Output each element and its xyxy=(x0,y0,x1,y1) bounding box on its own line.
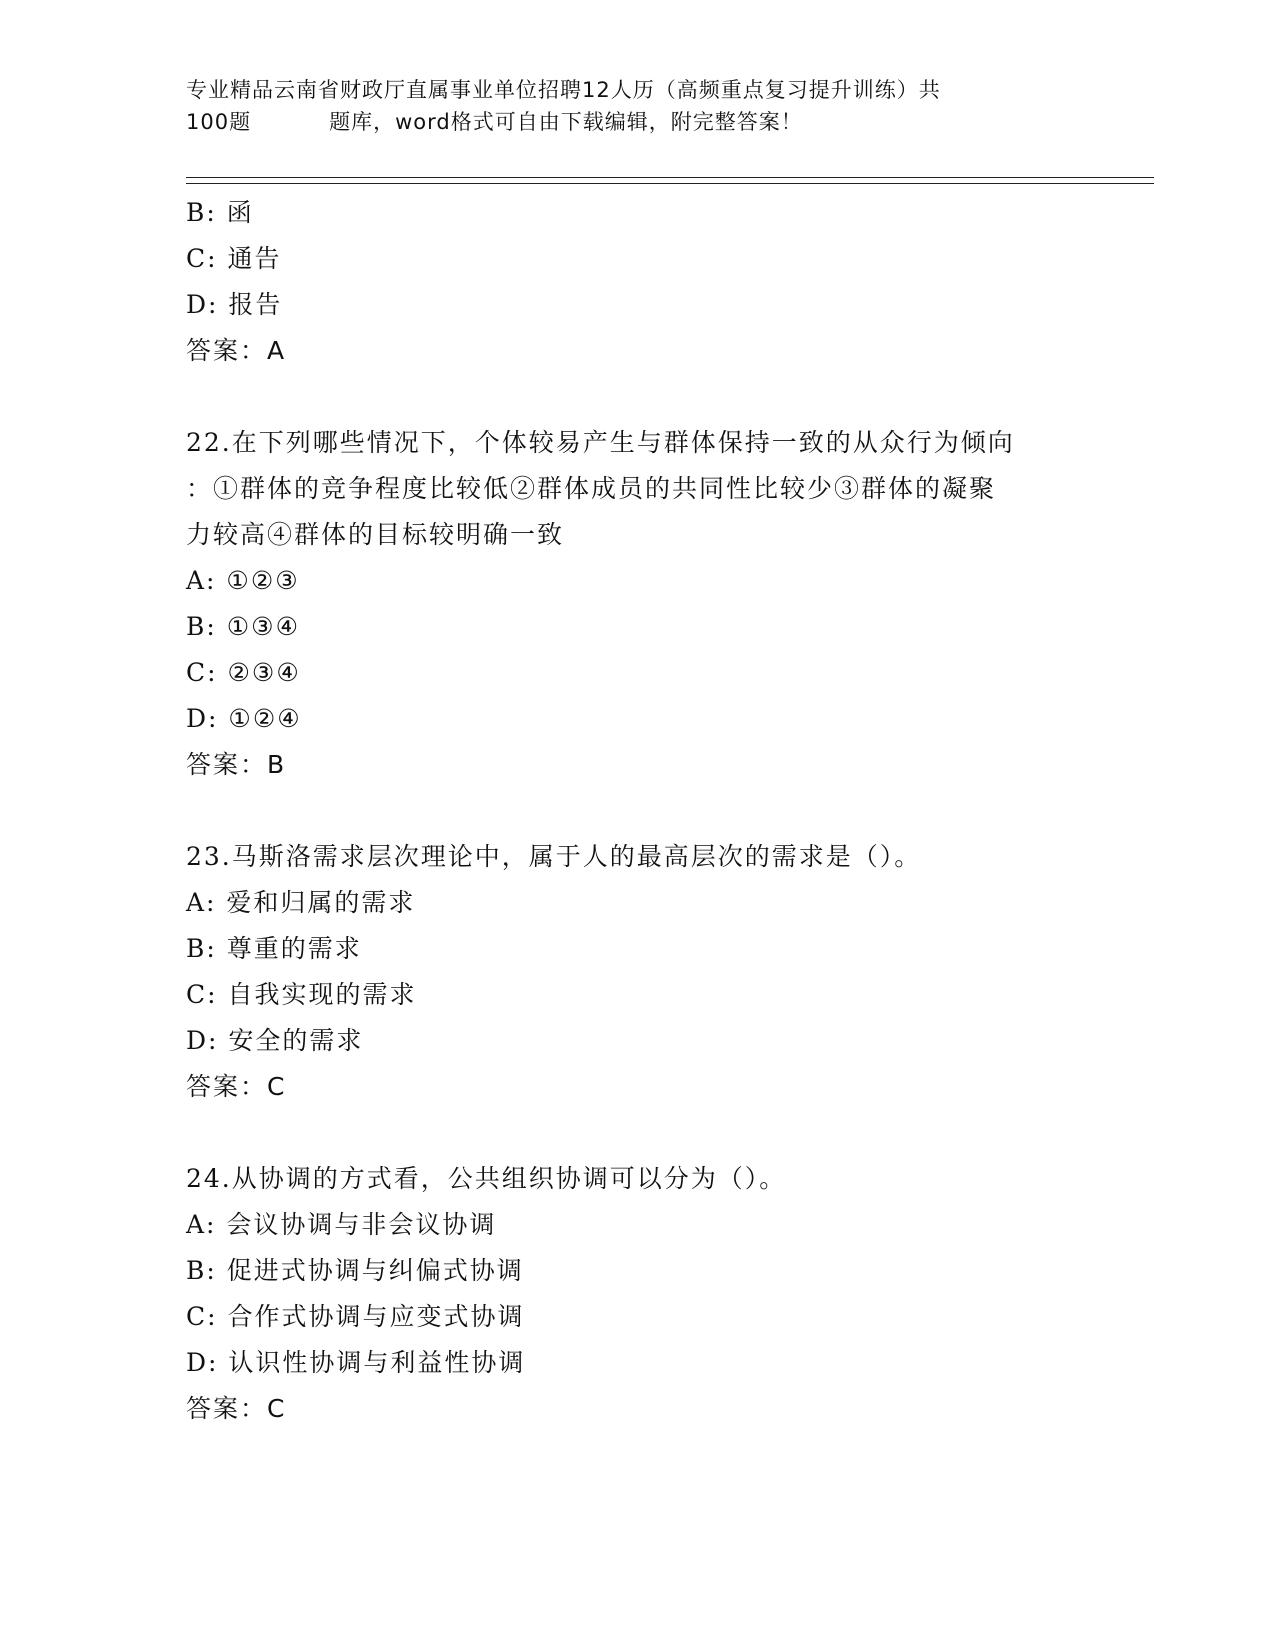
option-d: D: 安全的需求 xyxy=(186,1026,364,1055)
question-22-text-line-3: 力较高④群体的目标较明确一致 xyxy=(186,520,565,549)
header-title-line-1: 专业精品云南省财政厅直属事业单位招聘12人历（高频重点复习提升训练）共 xyxy=(186,78,941,102)
option-d: D: 认识性协调与利益性协调 xyxy=(186,1348,526,1377)
option-c: C: 合作式协调与应变式协调 xyxy=(186,1302,525,1331)
header-description: 题库，word格式可自由下载编辑，附完整答案！ xyxy=(329,110,803,134)
option-b: B: ①③④ xyxy=(186,612,300,641)
question-content xyxy=(186,190,1086,1432)
header-question-count: 100题 xyxy=(186,110,252,134)
option-d: D: ①②④ xyxy=(186,704,302,733)
option-a: A: 爱和归属的需求 xyxy=(186,888,416,917)
header-title-line-2 xyxy=(186,106,1086,138)
option-c: C: 通告 xyxy=(186,244,282,273)
question-22-text-line-2: ：①群体的竞争程度比较低②群体成员的共同性比较少③群体的凝聚 xyxy=(186,474,997,503)
question-22-text-line-1: 22.在下列哪些情况下，个体较易产生与群体保持一致的从众行为倾向 xyxy=(186,428,1015,457)
option-c: C: ②③④ xyxy=(186,658,301,687)
question-23-text: 23.马斯洛需求层次理论中，属于人的最高层次的需求是（）。 xyxy=(186,842,922,871)
header-divider-bottom xyxy=(186,183,1154,184)
document-header xyxy=(186,74,1086,138)
option-a: A: ①②③ xyxy=(186,566,300,595)
option-a: A: 会议协调与非会议协调 xyxy=(186,1210,497,1239)
answer-line: 答案：A xyxy=(186,336,287,365)
answer-line: 答案：C xyxy=(186,1394,287,1423)
option-b: B: 促进式协调与纠偏式协调 xyxy=(186,1256,524,1285)
option-c: C: 自我实现的需求 xyxy=(186,980,417,1009)
answer-line: 答案：C xyxy=(186,1072,287,1101)
option-b: B: 函 xyxy=(186,198,254,227)
option-b: B: 尊重的需求 xyxy=(186,934,362,963)
answer-line: 答案：B xyxy=(186,750,287,779)
question-24-text: 24.从协调的方式看，公共组织协调可以分为（）。 xyxy=(186,1164,787,1193)
option-d: D: 报告 xyxy=(186,290,283,319)
header-divider-top xyxy=(186,177,1154,178)
